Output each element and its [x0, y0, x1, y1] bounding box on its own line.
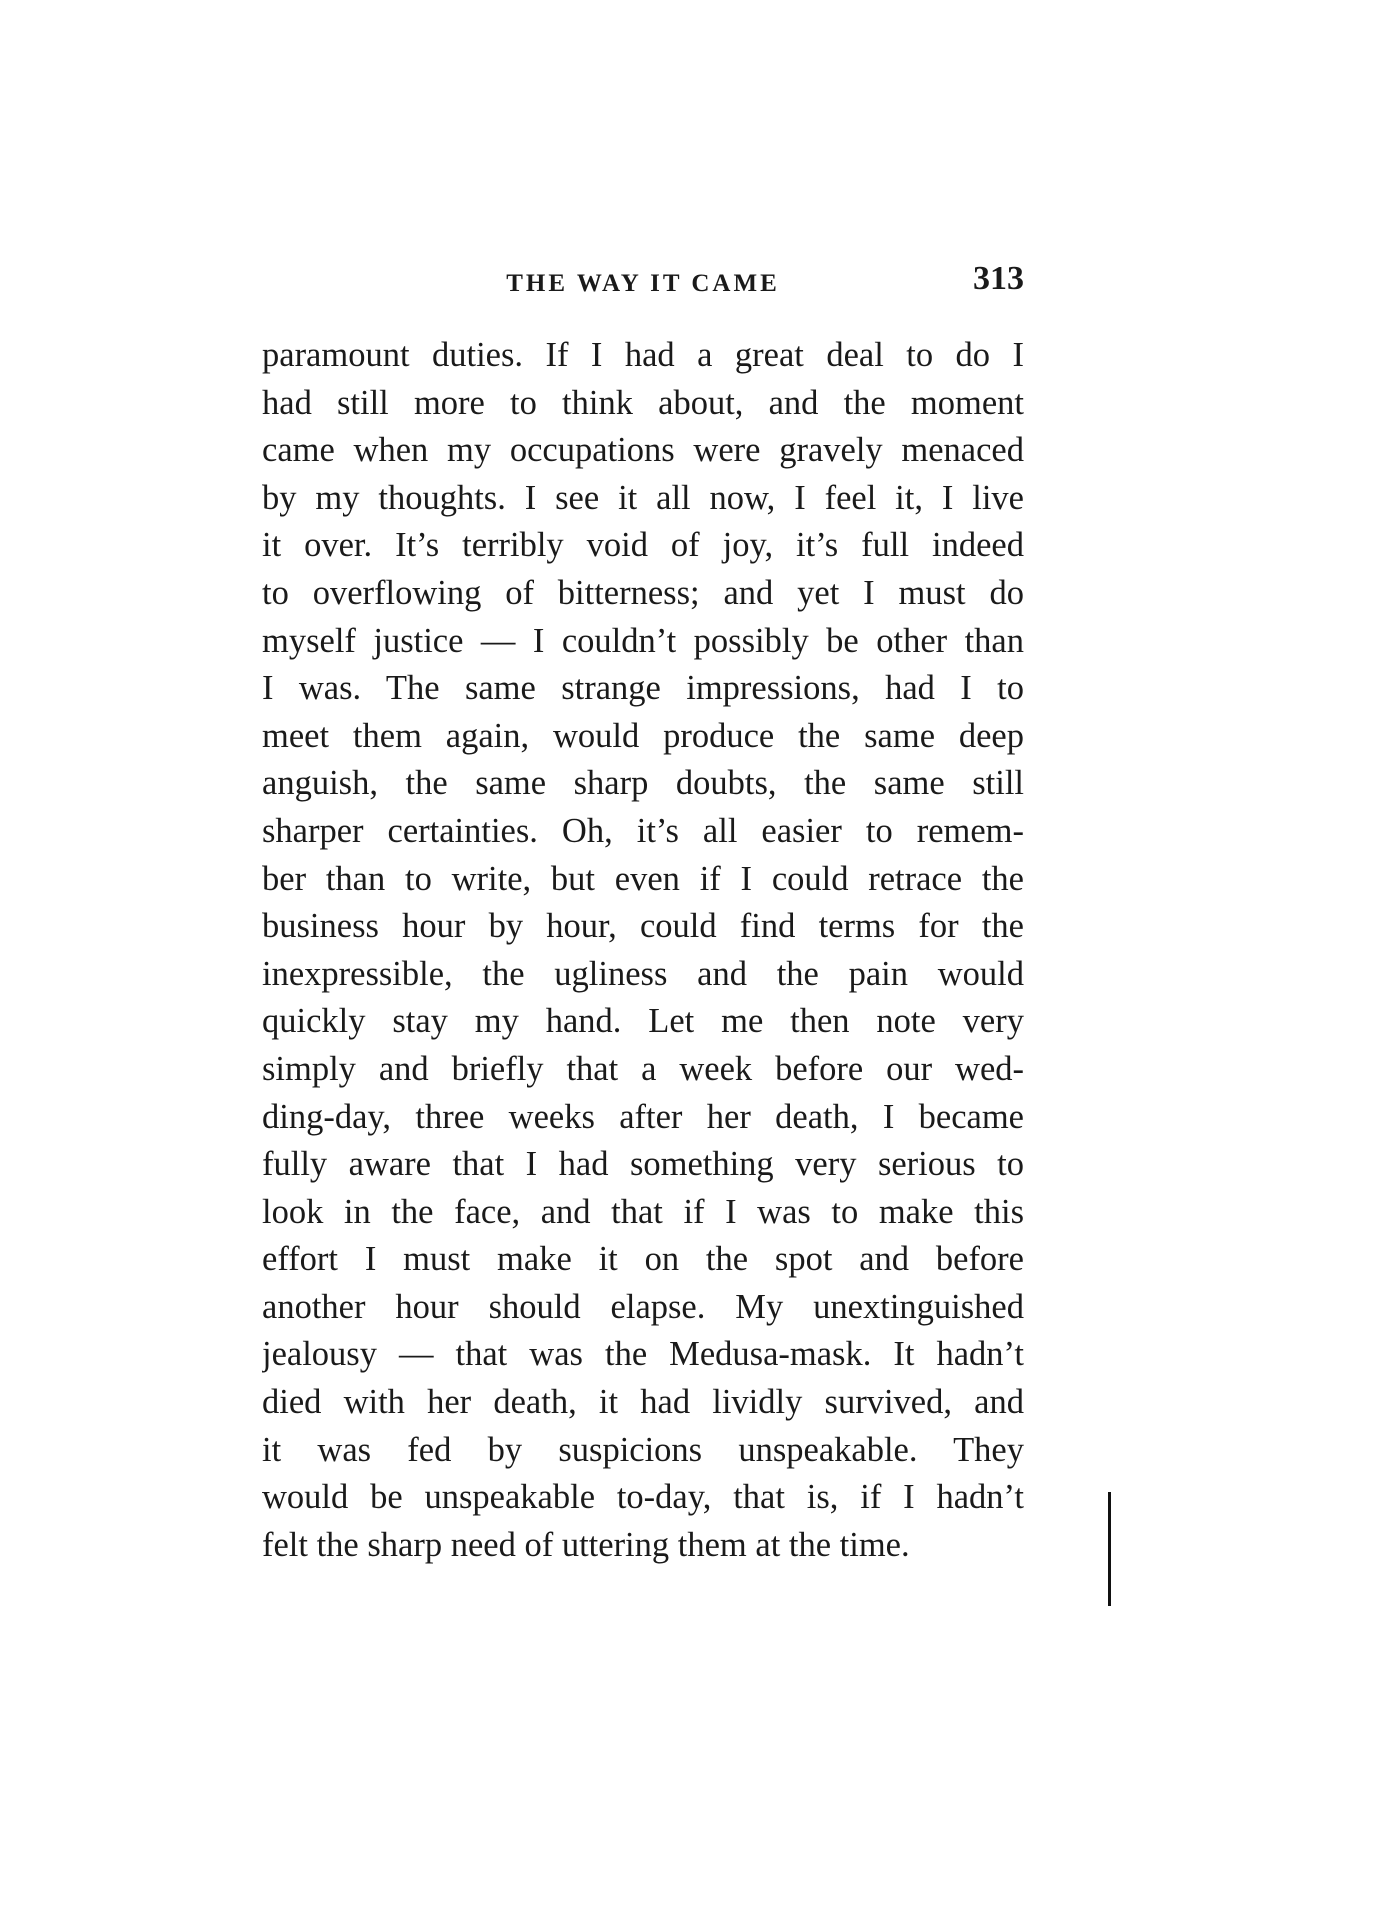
text-line: inexpressible, the ugliness and the pain would: [262, 954, 1024, 993]
text-line: look in the face, and that if I was to make this: [262, 1192, 1024, 1231]
text-line: sharper certainties. Oh, it’s all easier to remem-: [262, 811, 1024, 850]
text-line: simply and briefly that a week before our wed-: [262, 1049, 1024, 1088]
text-line: came when my occupations were gravely menaced: [262, 431, 1024, 470]
text-line: fully aware that I had something very serious to: [262, 1145, 1024, 1184]
page-number: 313: [973, 260, 1024, 297]
text-line: effort I must make it on the spot and before: [262, 1240, 1024, 1279]
text-line: it was fed by suspicions unspeakable. They: [262, 1430, 1024, 1469]
text-line: jealousy — that was the Medusa-mask. It hadn’t: [262, 1335, 1024, 1374]
text-line: died with her death, it had lividly survived, and: [262, 1383, 1024, 1422]
running-head: [262, 260, 1024, 310]
text-line: to overflowing of bitterness; and yet I must do: [262, 573, 1024, 612]
text-line: I was. The same strange impressions, had I to: [262, 669, 1024, 708]
text-line: business hour by hour, could find terms for the: [262, 907, 1024, 946]
margin-mark: [1108, 1492, 1111, 1606]
running-title: THE WAY IT CAME: [506, 270, 780, 297]
text-line: ber than to write, but even if I could retrace the: [262, 859, 1024, 898]
text-line: another hour should elapse. My unextinguished: [262, 1287, 1024, 1326]
text-line: quickly stay my hand. Let me then note very: [262, 1002, 1024, 1041]
text-line: it over. It’s terribly void of joy, it’s full indeed: [262, 526, 1024, 565]
text-line: paramount duties. If I had a great deal to do I: [262, 336, 1024, 374]
text-line: anguish, the same sharp doubts, the same still: [262, 764, 1024, 803]
body-text: [262, 332, 1024, 1569]
text-line: had still more to think about, and the moment: [262, 383, 1024, 422]
text-line: ding-day, three weeks after her death, I became: [262, 1097, 1024, 1136]
text-line: would be unspeakable to-day, that is, if I hadn’t: [262, 1478, 1024, 1517]
text-line: meet them again, would produce the same deep: [262, 716, 1024, 755]
text-line: myself justice — I couldn’t possibly be other than: [262, 621, 1024, 660]
text-line: by my thoughts. I see it all now, I feel it, I live: [262, 478, 1024, 517]
text-line: felt the sharp need of uttering them at the time.: [262, 1525, 910, 1564]
